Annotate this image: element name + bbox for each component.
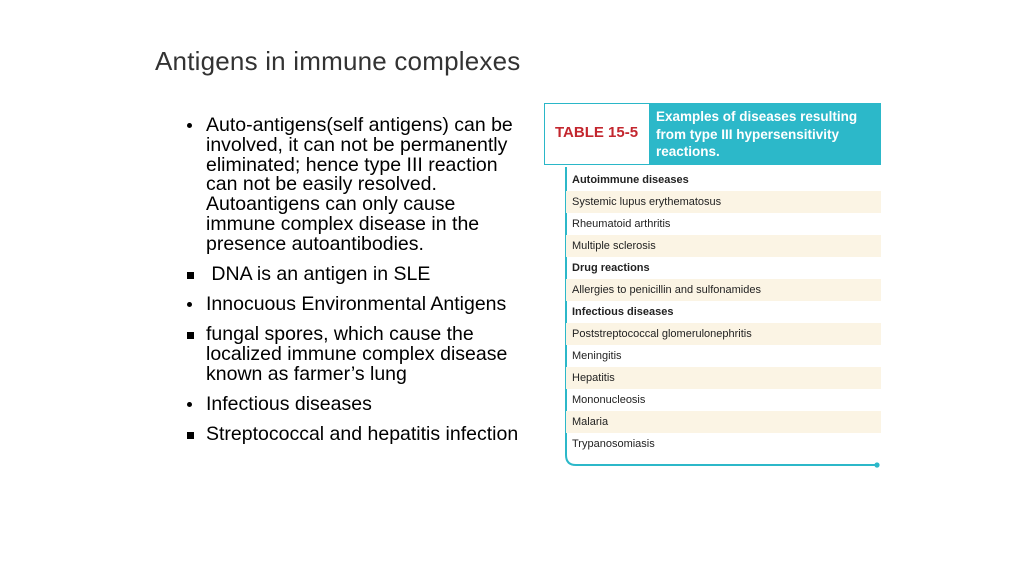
table-caption: Examples of diseases resulting from type III hypersensitivity reactions. (656, 109, 858, 159)
table-body (566, 169, 881, 455)
table-row: Meningitis (572, 350, 622, 362)
bullet-item (185, 392, 520, 415)
table-row: Poststreptococcal glomerulonephritis (566, 323, 881, 345)
table-row: Allergies to penicillin and sulfonamides (566, 279, 881, 301)
table-row: Autoimmune diseases (572, 174, 689, 186)
table-row: Malaria (566, 411, 881, 433)
table-row: Multiple sclerosis (566, 235, 881, 257)
bullet-list (185, 116, 520, 455)
bullet-text: Innocuous Environmental Antigens (206, 292, 507, 315)
table-label: TABLE 15-5 (555, 124, 639, 141)
table-row: Mononucleosis (572, 394, 646, 406)
bullet-text: DNA is an antigen in SLE (206, 262, 431, 285)
bullet-text: Streptococcal and hepatitis infection (206, 422, 519, 445)
slide-title: Antigens in immune complexes (155, 46, 521, 76)
bullet-text: Auto-antigens(self antigens) can be involved, it can not be permanently eliminated; hence type III reaction can not be easily resolved. Autoantigens can only cause immune complex disease in the presence autoantibodies. (206, 114, 513, 255)
disease-table (544, 103, 881, 469)
bullet-text: fungal spores, which cause the localized immune complex disease known as farmer’s lung (206, 323, 508, 385)
table-row: Trypanosomiasis (572, 438, 655, 450)
table-row: Rheumatoid arthritis (572, 218, 671, 230)
bullet-item (185, 116, 520, 255)
bullet-item (185, 325, 520, 384)
table-row: Infectious diseases (572, 306, 674, 318)
bullet-item (185, 262, 520, 285)
table-row: Systemic lupus erythematosus (566, 191, 881, 213)
table-row: Drug reactions (572, 262, 650, 274)
bullet-item (185, 292, 520, 315)
table-row: Hepatitis (566, 367, 881, 389)
bullet-text: Infectious diseases (206, 392, 372, 415)
bullet-item (185, 422, 520, 445)
